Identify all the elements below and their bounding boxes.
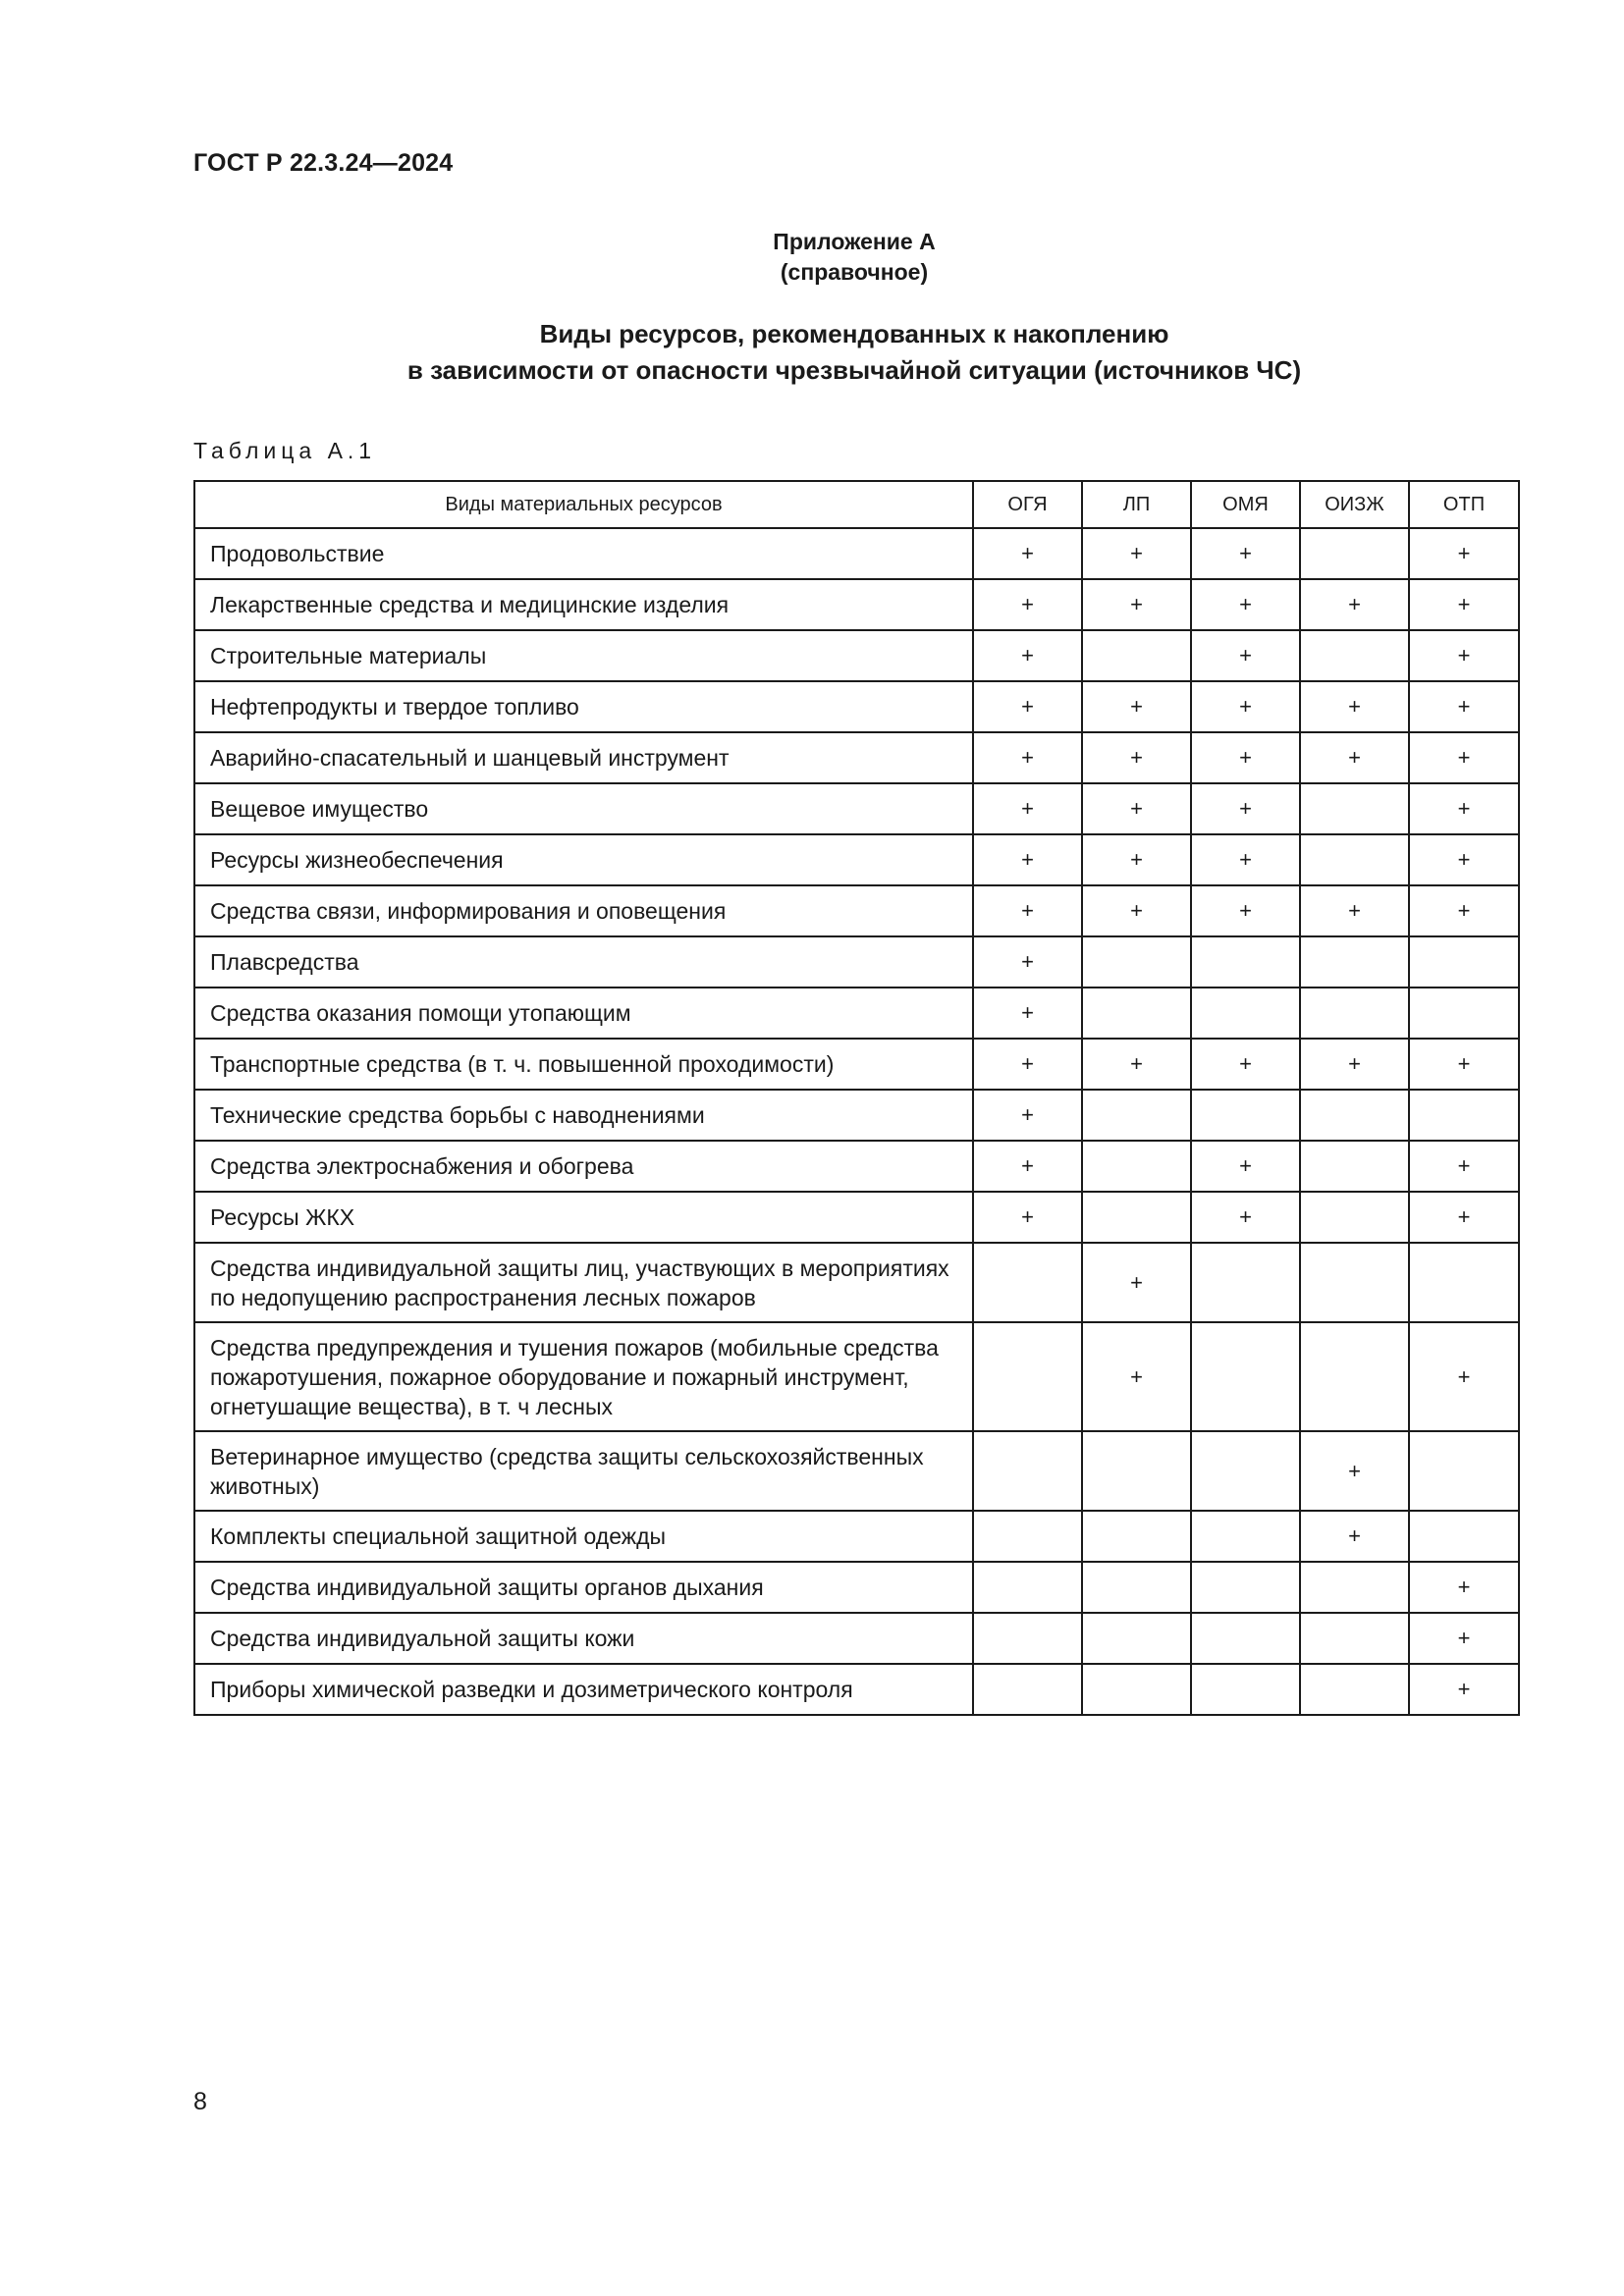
mark-otp: + [1409,630,1519,681]
table-row [194,1192,1519,1243]
column-header-otp: ОТП [1409,481,1519,528]
mark-ogya [973,1243,1082,1322]
mark-oizzh [1300,630,1409,681]
column-header-resource: Виды материальных ресурсов [194,481,973,528]
mark-oizzh [1300,783,1409,834]
resource-name: Комплекты специальной защитной одежды [194,1511,973,1562]
resource-name: Ресурсы ЖКХ [194,1192,973,1243]
mark-oizzh [1300,1243,1409,1322]
table-row [194,1322,1519,1431]
mark-oizzh [1300,936,1409,988]
table-row [194,1090,1519,1141]
mark-otp [1409,936,1519,988]
mark-lp: + [1082,885,1191,936]
table-row [194,528,1519,579]
mark-omya [1191,1613,1300,1664]
mark-ogya [973,1613,1082,1664]
mark-oizzh: + [1300,681,1409,732]
mark-omya [1191,1664,1300,1715]
mark-oizzh [1300,988,1409,1039]
resource-name: Нефтепродукты и твердое топливо [194,681,973,732]
resource-name: Средства индивидуальной защиты кожи [194,1613,973,1664]
mark-otp: + [1409,1664,1519,1715]
table-row [194,1039,1519,1090]
resource-name: Лекарственные средства и медицинские изделия [194,579,973,630]
mark-omya [1191,1431,1300,1511]
mark-lp [1082,1664,1191,1715]
mark-lp [1082,1141,1191,1192]
mark-ogya: + [973,834,1082,885]
resource-name: Вещевое имущество [194,783,973,834]
mark-ogya: + [973,1192,1082,1243]
table-row [194,936,1519,988]
resource-name: Плавсредства [194,936,973,988]
mark-omya: + [1191,528,1300,579]
mark-otp: + [1409,579,1519,630]
table-row [194,988,1519,1039]
mark-lp: + [1082,834,1191,885]
mark-ogya: + [973,528,1082,579]
resource-name: Средства индивидуальной защиты лиц, участвующих в мероприятиях по недопущению распространения лесных пожаров [194,1243,973,1322]
appendix-kind: (справочное) [780,259,929,285]
mark-oizzh [1300,1613,1409,1664]
mark-otp: + [1409,834,1519,885]
mark-otp [1409,1243,1519,1322]
resource-name: Строительные материалы [194,630,973,681]
mark-omya [1191,936,1300,988]
mark-otp: + [1409,1039,1519,1090]
mark-ogya [973,1664,1082,1715]
mark-lp: + [1082,1322,1191,1431]
resource-name: Технические средства борьбы с наводнениями [194,1090,973,1141]
mark-ogya: + [973,579,1082,630]
mark-omya: + [1191,1141,1300,1192]
mark-ogya: + [973,1039,1082,1090]
resources-table [193,480,1520,1716]
table-row [194,1664,1519,1715]
mark-oizzh [1300,1192,1409,1243]
table-row [194,630,1519,681]
mark-oizzh [1300,1322,1409,1431]
mark-omya: + [1191,1192,1300,1243]
mark-omya [1191,1511,1300,1562]
mark-oizzh: + [1300,1039,1409,1090]
mark-otp: + [1409,1322,1519,1431]
mark-lp: + [1082,783,1191,834]
mark-lp [1082,1090,1191,1141]
resource-name: Средства предупреждения и тушения пожаров (мобильные средства пожаротушения, пожарное оборудование и пожарный инструмент, огнетушащие вещества), в т. ч лесных [194,1322,973,1431]
resource-name: Ресурсы жизнеобеспечения [194,834,973,885]
mark-ogya: + [973,732,1082,783]
mark-ogya: + [973,630,1082,681]
mark-ogya [973,1511,1082,1562]
mark-omya: + [1191,681,1300,732]
mark-lp: + [1082,579,1191,630]
mark-lp: + [1082,681,1191,732]
mark-omya [1191,1090,1300,1141]
mark-ogya: + [973,936,1082,988]
mark-ogya [973,1431,1082,1511]
resource-name: Аварийно-спасательный и шанцевый инструмент [194,732,973,783]
resource-name: Средства индивидуальной защиты органов дыхания [194,1562,973,1613]
mark-omya: + [1191,732,1300,783]
mark-omya [1191,1243,1300,1322]
mark-ogya [973,1322,1082,1431]
mark-oizzh: + [1300,1431,1409,1511]
mark-oizzh: + [1300,1511,1409,1562]
mark-oizzh: + [1300,885,1409,936]
mark-otp: + [1409,783,1519,834]
mark-oizzh [1300,528,1409,579]
table-row [194,834,1519,885]
page-number: 8 [193,2088,207,2115]
mark-oizzh: + [1300,579,1409,630]
column-header-oizzh: ОИЗЖ [1300,481,1409,528]
resource-name: Ветеринарное имущество (средства защиты сельскохозяйственных животных) [194,1431,973,1511]
mark-oizzh: + [1300,732,1409,783]
table-row [194,1511,1519,1562]
table-row [194,885,1519,936]
section-heading-line-1: Виды ресурсов, рекомендованных к накоплению [539,319,1169,348]
resource-name: Приборы химической разведки и дозиметрического контроля [194,1664,973,1715]
table-row [194,732,1519,783]
table-row [194,1613,1519,1664]
mark-lp: + [1082,528,1191,579]
mark-otp [1409,1090,1519,1141]
mark-otp: + [1409,1141,1519,1192]
mark-lp [1082,1511,1191,1562]
mark-omya: + [1191,579,1300,630]
resource-name: Средства оказания помощи утопающим [194,988,973,1039]
table-row [194,1562,1519,1613]
mark-oizzh [1300,1562,1409,1613]
mark-otp [1409,988,1519,1039]
mark-lp: + [1082,732,1191,783]
mark-ogya: + [973,681,1082,732]
resource-name: Средства электроснабжения и обогрева [194,1141,973,1192]
mark-lp [1082,936,1191,988]
resource-name: Продовольствие [194,528,973,579]
mark-omya [1191,1562,1300,1613]
mark-otp: + [1409,1192,1519,1243]
mark-ogya: + [973,988,1082,1039]
mark-lp: + [1082,1039,1191,1090]
mark-omya [1191,1322,1300,1431]
mark-omya: + [1191,834,1300,885]
mark-oizzh [1300,1141,1409,1192]
mark-omya [1191,988,1300,1039]
column-header-ogya: ОГЯ [973,481,1082,528]
table-row [194,783,1519,834]
mark-otp: + [1409,1562,1519,1613]
mark-lp [1082,1562,1191,1613]
mark-omya: + [1191,630,1300,681]
mark-lp [1082,1613,1191,1664]
mark-lp [1082,1431,1191,1511]
mark-omya: + [1191,783,1300,834]
mark-ogya [973,1562,1082,1613]
table-row [194,1243,1519,1322]
mark-omya: + [1191,1039,1300,1090]
mark-ogya: + [973,783,1082,834]
column-header-lp: ЛП [1082,481,1191,528]
mark-ogya: + [973,1090,1082,1141]
column-header-omya: ОМЯ [1191,481,1300,528]
mark-otp: + [1409,528,1519,579]
mark-lp [1082,1192,1191,1243]
table-row [194,1431,1519,1511]
mark-oizzh [1300,1090,1409,1141]
mark-otp: + [1409,732,1519,783]
mark-otp: + [1409,885,1519,936]
mark-omya: + [1191,885,1300,936]
mark-lp [1082,988,1191,1039]
mark-otp [1409,1511,1519,1562]
document-code: ГОСТ Р 22.3.24—2024 [193,149,454,177]
table-row [194,579,1519,630]
appendix-title: Приложение А [773,229,936,254]
mark-lp [1082,630,1191,681]
mark-ogya: + [973,1141,1082,1192]
table-header-row [194,481,1519,528]
mark-oizzh [1300,1664,1409,1715]
mark-oizzh [1300,834,1409,885]
table-row [194,681,1519,732]
table-caption: Таблица А.1 [193,438,377,463]
mark-otp [1409,1431,1519,1511]
table-row [194,1141,1519,1192]
resource-name: Средства связи, информирования и оповещения [194,885,973,936]
mark-lp: + [1082,1243,1191,1322]
mark-otp: + [1409,1613,1519,1664]
resource-name: Транспортные средства (в т. ч. повышенной проходимости) [194,1039,973,1090]
mark-ogya: + [973,885,1082,936]
section-heading-line-2: в зависимости от опасности чрезвычайной ситуации (источников ЧС) [406,355,1302,385]
mark-otp: + [1409,681,1519,732]
